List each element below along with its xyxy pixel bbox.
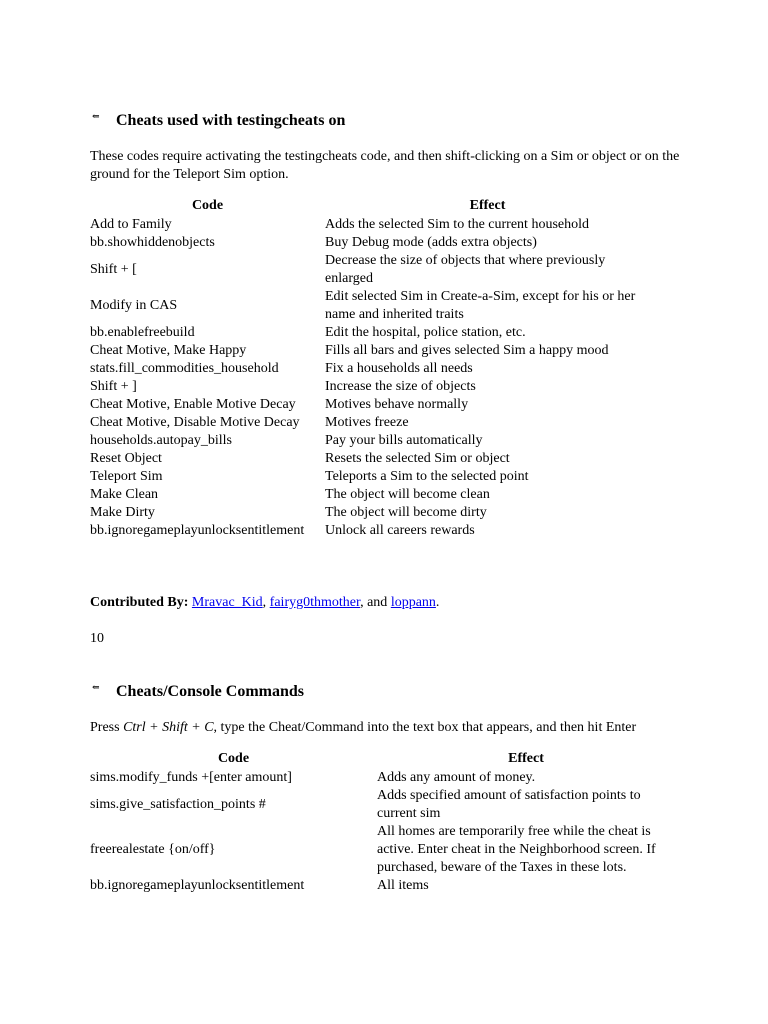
cell-effect: Edit the hospital, police station, etc.: [325, 325, 526, 340]
table-row: [90, 234, 650, 252]
separator: ,: [262, 595, 270, 610]
page-number: 10: [90, 631, 104, 646]
cell-effect: Resets the selected Sim or object: [325, 451, 510, 466]
anchor-icon: ⇐: [92, 681, 100, 692]
cell-effect: Edit selected Sim in Create-a-Sim, except for his or her name and inherited traits: [325, 289, 636, 322]
cheats-table: [90, 196, 650, 540]
table-row: [90, 877, 675, 895]
cell-code: Shift + [: [90, 262, 137, 277]
anchor-icon: ⇐: [92, 110, 100, 121]
column-header-code: Code: [217, 751, 250, 766]
cell-effect: Motives behave normally: [325, 397, 469, 412]
contributor-link-loppann[interactable]: loppann: [390, 595, 436, 610]
cell-effect: The object will become dirty: [325, 505, 487, 520]
cell-effect: The object will become clean: [325, 487, 490, 502]
table-row: [90, 252, 650, 288]
cell-code: Teleport Sim: [90, 469, 163, 484]
cell-effect: Teleports a Sim to the selected point: [325, 469, 529, 484]
cell-effect: All homes are temporarily free while the cheat is active. Enter cheat in the Neighborhood screen. If purchased, beware of the Taxes in these lots.: [377, 824, 656, 875]
cell-effect: Pay your bills automatically: [325, 433, 483, 448]
cell-code: Cheat Motive, Make Happy: [90, 343, 247, 358]
table-row: [90, 414, 650, 432]
table-row: [90, 378, 650, 396]
cell-code: sims.give_satisfaction_points #: [90, 797, 266, 812]
period: .: [435, 595, 440, 610]
table-row: [90, 432, 650, 450]
table-row: [90, 396, 650, 414]
cell-effect: All items: [377, 878, 429, 893]
cell-effect: Adds specified amount of satisfaction points to current sim: [377, 788, 641, 821]
cell-code: bb.ignoregameplayunlocksentitlement: [90, 523, 305, 538]
cell-effect: Buy Debug mode (adds extra objects): [325, 235, 537, 250]
cell-code: sims.modify_funds +[enter amount]: [90, 770, 292, 785]
cell-code: bb.showhiddenobjects: [90, 235, 215, 250]
cell-effect: Unlock all careers rewards: [325, 523, 475, 538]
cell-code: Cheat Motive, Enable Motive Decay: [90, 397, 296, 412]
cell-effect: Fills all bars and gives selected Sim a happy mood: [325, 343, 609, 358]
table-row: [90, 216, 650, 234]
cell-code: Cheat Motive, Disable Motive Decay: [90, 415, 300, 430]
table-row: [90, 522, 650, 540]
cell-code: Make Dirty: [90, 505, 155, 520]
table-row: [90, 360, 650, 378]
table-row: [90, 468, 650, 486]
intro-paragraph: [90, 719, 650, 737]
section-title: Cheats used with testingcheats on: [116, 112, 346, 129]
table-row: [90, 504, 650, 522]
cell-effect: Fix a households all needs: [325, 361, 473, 376]
table-row: [90, 787, 675, 823]
cell-effect: Adds the selected Sim to the current household: [325, 217, 589, 232]
contributor-link-mravac-kid[interactable]: Mravac_Kid: [191, 595, 263, 610]
cell-code: Make Clean: [90, 487, 159, 502]
intro-paragraph: These codes require activating the testingcheats code, and then shift-clicking on a Sim or object or on the ground for the Teleport Sim option.: [90, 149, 680, 182]
table-row: [90, 450, 650, 468]
section-heading: [90, 683, 690, 701]
section-heading: [90, 112, 690, 130]
section-title: Cheats/Console Commands: [116, 683, 305, 700]
cell-effect: Adds any amount of money.: [377, 770, 536, 785]
table-row: [90, 288, 650, 324]
table-row: [90, 486, 650, 504]
cell-code: Add to Family: [90, 217, 172, 232]
column-header-effect: Effect: [508, 751, 544, 766]
key-combo: Ctrl + Shift + C: [123, 720, 214, 735]
column-header-effect: Effect: [469, 198, 506, 213]
intro-text: Press: [90, 720, 124, 735]
cell-code: bb.enablefreebuild: [90, 325, 195, 340]
cell-code: Reset Object: [90, 451, 162, 466]
contributor-link-fairyg0thmother[interactable]: fairyg0thmother: [269, 595, 361, 610]
column-header-code: Code: [191, 198, 224, 213]
intro-text: , type the Cheat/Command into the text box that appears, and then hit Enter: [213, 720, 637, 735]
cell-code: households.autopay_bills: [90, 433, 232, 448]
section-testingcheats: [90, 112, 690, 540]
console-commands-table: [90, 749, 675, 895]
contributed-by: [90, 594, 439, 612]
section-console-commands: [90, 683, 690, 895]
cell-code: freerealestate {on/off}: [90, 842, 216, 857]
cell-code: Shift + ]: [90, 379, 137, 394]
table-row: [90, 823, 675, 877]
cell-code: stats.fill_commodities_household: [90, 361, 279, 376]
cell-code: bb.ignoregameplayunlocksentitlement: [90, 878, 305, 893]
table-row: [90, 769, 675, 787]
table-row: [90, 324, 650, 342]
table-row: [90, 342, 650, 360]
contributed-label: Contributed By:: [90, 595, 189, 610]
separator: , and: [360, 595, 391, 610]
cell-code: Modify in CAS: [90, 298, 178, 313]
cell-effect: Increase the size of objects: [325, 379, 476, 394]
table-header-row: [90, 749, 675, 769]
cell-effect: Decrease the size of objects that where previously enlarged: [325, 253, 606, 286]
table-header-row: [90, 196, 650, 216]
cell-effect: Motives freeze: [325, 415, 409, 430]
